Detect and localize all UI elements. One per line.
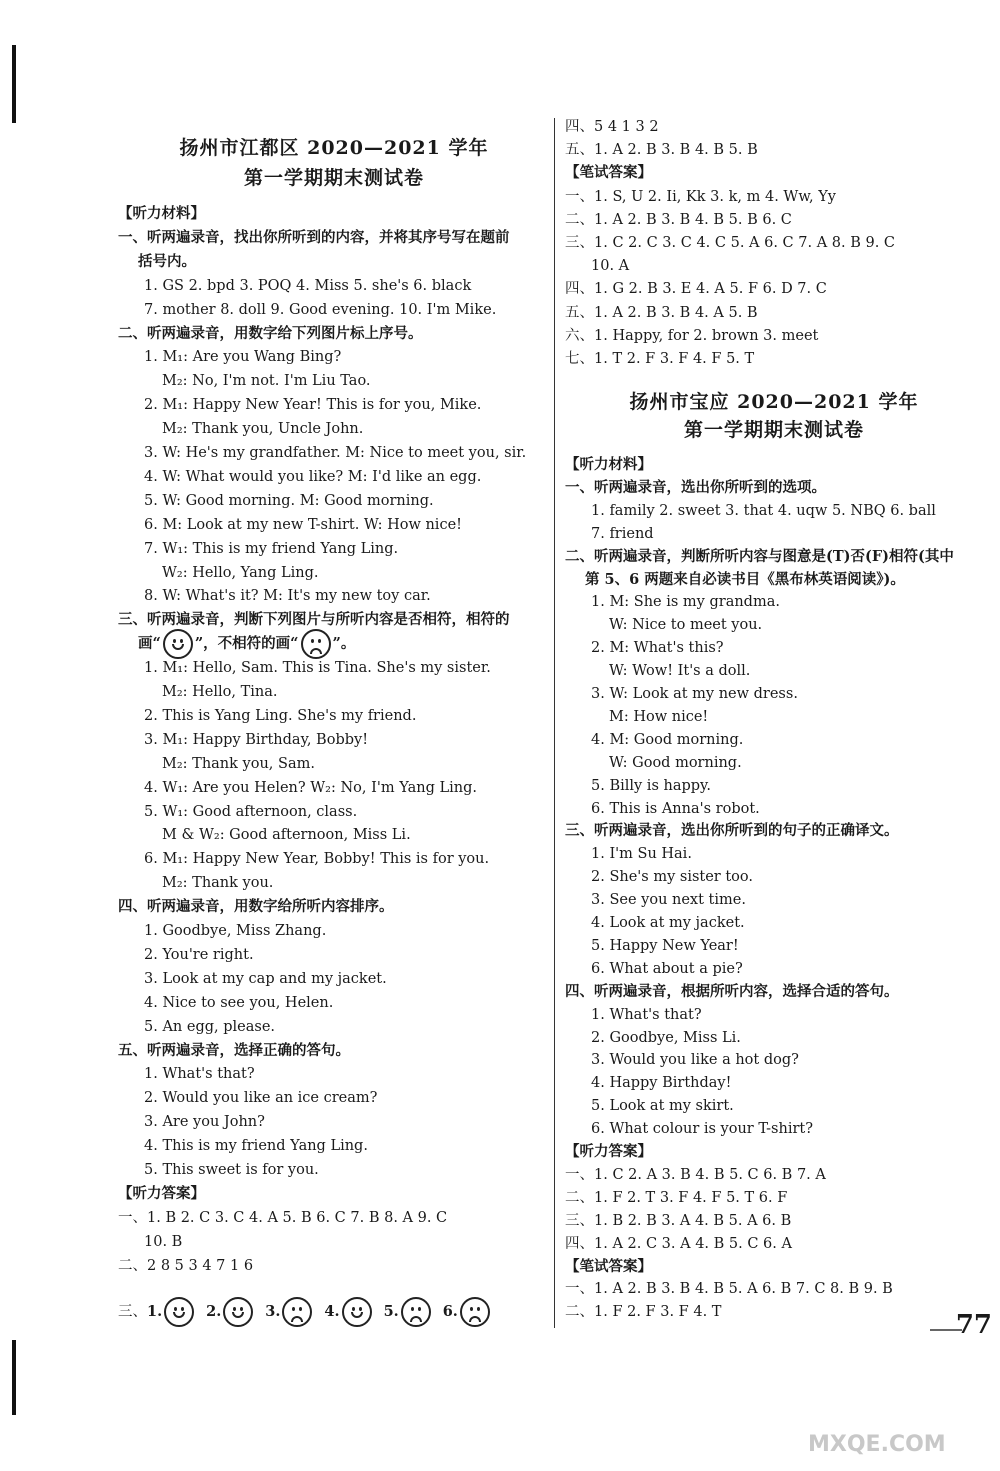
text-line: 2. M: What's this? [591, 640, 724, 657]
text-line: 5. Happy New Year! [591, 937, 739, 954]
text-line: 3. Would you like a hot dog? [591, 1052, 799, 1069]
smiley-face-icon [342, 1297, 372, 1327]
page-edge-mark-top [12, 45, 16, 123]
text-line: 3. Look at my cap and my jacket. [144, 970, 387, 987]
text-line: 6. What about a pie? [591, 960, 743, 977]
text-line: 4. W: What would you like? M: I'd like an egg. [144, 468, 482, 485]
text-line: 一、1. S, U 2. Ii, Kk 3. k, m 4. Ww, Yy [565, 188, 836, 205]
text-line: 五、1. A 2. B 3. B 4. A 5. B [565, 304, 758, 321]
text-line: 10. B [144, 1233, 183, 1250]
page-edge-mark-bottom [12, 1340, 16, 1415]
text-line: 5. Billy is happy. [591, 777, 711, 794]
text-line: 5. This sweet is for you. [144, 1162, 319, 1178]
text-line: 2. Goodbye, Miss Li. [591, 1029, 741, 1046]
text-line: 二、2 8 5 3 4 7 1 6 [118, 1257, 254, 1274]
text-line: W: Wow! It's a doll. [609, 663, 751, 680]
text-line: 1. Goodbye, Miss Zhang. [144, 923, 327, 939]
text-line: 1. What's that? [591, 1006, 702, 1023]
text-line: M₂: Thank you. [162, 875, 274, 892]
sad-face-icon [460, 1297, 490, 1327]
text-line: 一、听两遍录音，选出你所听到的选项。 [565, 478, 826, 496]
text-line: 3. W: Look at my new dress. [591, 686, 798, 702]
text-line: 【听力答案】 [118, 1184, 205, 1202]
text-line: 一、1. C 2. A 3. B 4. B 5. C 6. B 7. A [565, 1166, 826, 1183]
text-line: 四、1. A 2. C 3. A 4. B 5. C 6. A [565, 1235, 792, 1252]
text-line: 【笔试答案】 [565, 1257, 652, 1275]
face-rule-mid: ”，不相符的画“ [194, 635, 299, 653]
text-line: 3. W: He's my grandfather. M: Nice to meet you, sir. [144, 445, 527, 461]
text-line: 4. Look at my jacket. [591, 915, 745, 931]
text-line: 5. An egg, please. [144, 1018, 276, 1035]
text-line: M₂: No, I'm not. I'm Liu Tao. [162, 373, 371, 390]
face-rule-line [138, 629, 355, 659]
smiley-face-icon [163, 629, 193, 659]
text-line: 【笔试答案】 [565, 164, 652, 182]
text-line: 四、1. G 2. B 3. E 4. A 5. F 6. D 7. C [565, 281, 827, 298]
text-line: 7. friend [591, 525, 654, 542]
text-line: 3. M₁: Happy Birthday, Bobby! [144, 731, 369, 748]
text-line: 5. Look at my skirt. [591, 1098, 734, 1115]
page-number: 77 [955, 1310, 992, 1340]
text-line: 4. Nice to see you, Helen. [144, 994, 334, 1011]
face-answer-number: 2. [206, 1303, 222, 1320]
text-line: W: Nice to meet you. [609, 617, 763, 634]
text-line: M₂: Thank you, Uncle John. [162, 421, 364, 438]
text-line: 二、1. F 2. T 3. F 4. F 5. T 6. F [565, 1189, 788, 1206]
text-line: 三、1. C 2. C 3. C 4. C 5. A 6. C 7. A 8. B 9. C [565, 235, 896, 251]
text-line: 六、1. Happy, for 2. brown 3. meet [565, 327, 819, 344]
text-line: 6. What colour is your T-shirt? [591, 1121, 814, 1138]
right-title-line1: 扬州市宝应 2020—2021 学年 [629, 391, 919, 413]
smiley-face-icon [164, 1297, 194, 1327]
faces-answer-label: 三、 [118, 1304, 147, 1320]
text-line: 2. Would you like an ice cream? [144, 1090, 378, 1107]
text-line: 三、1. B 2. B 3. A 4. B 5. A 6. B [565, 1212, 792, 1229]
text-line: 2. M₁: Happy New Year! This is for you, Mike. [144, 397, 482, 414]
text-line: 4. This is my friend Yang Ling. [144, 1138, 368, 1155]
text-line: M₂: Thank you, Sam. [162, 755, 315, 772]
text-line: 5. W₁: Good afternoon, class. [144, 803, 358, 820]
text-line: 二、1. F 2. F 3. F 4. T [565, 1304, 722, 1321]
text-line: 1. I'm Su Hai. [591, 846, 692, 863]
face-answer-number: 4. [324, 1303, 340, 1320]
left-title-line1: 扬州市江都区 2020—2021 学年 [179, 137, 489, 159]
text-line: 五、1. A 2. B 3. B 4. B 5. B [565, 142, 758, 159]
text-line: 四、听两遍录音，根据所听内容，选择合适的答句。 [565, 982, 899, 1000]
text-line: 1. family 2. sweet 3. that 4. uqw 5. NBQ 6. ball [591, 502, 936, 519]
text-line: 1. GS 2. bpd 3. POQ 4. Miss 5. she's 6. black [144, 277, 472, 294]
sad-face-icon [282, 1297, 312, 1327]
text-line: 一、1. B 2. C 3. C 4. A 5. B 6. C 7. B 8. A 9. C [118, 1209, 448, 1226]
text-line: 四、听两遍录音，用数字给所听内容排序。 [118, 898, 394, 916]
text-line: 7. mother 8. doll 9. Good evening. 10. I'm Mike. [144, 301, 497, 318]
face-rule-prefix: 画“ [138, 635, 161, 653]
text-line: W₂: Hello, Yang Ling. [162, 564, 319, 581]
text-line: 1. What's that? [144, 1066, 255, 1083]
text-line: 【听力材料】 [118, 205, 205, 222]
text-line: 4. Happy Birthday! [591, 1075, 732, 1092]
text-line: 2. She's my sister too. [591, 869, 753, 886]
text-line: 4. W₁: Are you Helen? W₂: No, I'm Yang Ling. [144, 779, 478, 796]
text-line: 一、1. A 2. B 3. B 4. B 5. A 6. B 7. C 8. B 9. B [565, 1281, 893, 1298]
text-line: 6. M: Look at my new T-shirt. W: How nice! [144, 516, 462, 533]
text-line: 4. M: Good morning. [591, 731, 744, 748]
text-line: 【听力材料】 [565, 456, 652, 473]
face-answer-number: 3. [265, 1303, 281, 1320]
text-line: 第 5、6 两题来自必读书目《黑布林英语阅读》)。 [585, 570, 905, 588]
face-answer-number: 5. [383, 1303, 399, 1320]
text-line: 8. W: What's it? M: It's my new toy car. [144, 588, 431, 605]
text-line: W: Good morning. [609, 754, 742, 771]
text-line: 3. Are you John? [144, 1114, 265, 1131]
text-line: 五、听两遍录音，选择正确的答句。 [118, 1041, 350, 1059]
text-line: 7. W₁: This is my friend Yang Ling. [144, 540, 399, 557]
face-answer-number: 6. [442, 1303, 458, 1320]
text-line: 括号内。 [138, 252, 196, 270]
text-line: 二、听两遍录音，判断所听内容与图意是(T)否(F)相符(其中 [565, 547, 954, 565]
text-line: M: How nice! [609, 708, 709, 725]
text-line: 2. You're right. [144, 946, 254, 963]
left-title-line2: 第一学期期末测试卷 [243, 167, 424, 189]
face-rule-suffix: ”。 [332, 635, 356, 653]
text-line: M & W₂: Good afternoon, Miss Li. [162, 827, 411, 844]
smiley-face-icon [223, 1297, 253, 1327]
text-line: 5. W: Good morning. M: Good morning. [144, 492, 434, 509]
text-line: 2. This is Yang Ling. She's my friend. [144, 707, 417, 724]
column-divider [554, 118, 555, 1328]
sad-face-icon [301, 629, 331, 659]
text-line: 6. M₁: Happy New Year, Bobby! This is for you. [144, 851, 490, 868]
text-line: 1. M: She is my grandma. [591, 594, 780, 611]
faces-answer-row [118, 1297, 492, 1327]
text-line: 三、听两遍录音，选出你所听到的句子的正确译文。 [565, 822, 899, 840]
text-line: 1. M₁: Are you Wang Bing? [144, 349, 342, 366]
face-answer-number: 1. [147, 1303, 163, 1320]
text-line: 10. A [591, 258, 630, 275]
text-line: M₂: Hello, Tina. [162, 684, 278, 700]
text-line: 二、听两遍录音，用数字给下列图片标上序号。 [118, 324, 423, 342]
text-line: 1. M₁: Hello, Sam. This is Tina. She's my sister. [144, 660, 491, 677]
watermark-text: MXQE.COM [808, 1432, 946, 1457]
text-line: 二、1. A 2. B 3. B 4. B 5. B 6. C [565, 211, 792, 228]
text-line: 6. This is Anna's robot. [591, 800, 760, 817]
text-line: 三、听两遍录音，判断下列图片与所听内容是否相符，相符的 [118, 611, 510, 629]
text-line: 四、5 4 1 3 2 [565, 119, 659, 135]
text-line: 一、听两遍录音，找出你所听到的内容，并将其序号写在题前 [118, 228, 510, 246]
right-title-line2: 第一学期期末测试卷 [683, 419, 864, 441]
sad-face-icon [401, 1297, 431, 1327]
text-line: 【听力答案】 [565, 1143, 652, 1160]
text-line: 3. See you next time. [591, 892, 746, 909]
text-line: 七、1. T 2. F 3. F 4. F 5. T [565, 351, 755, 367]
